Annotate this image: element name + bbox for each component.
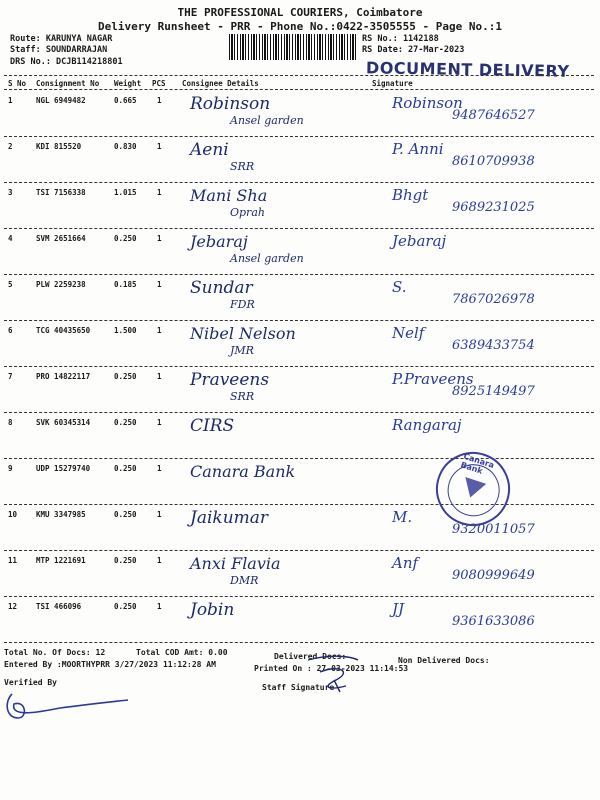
row-separator (4, 228, 594, 229)
row-consignee-name: Jebaraj (190, 232, 248, 251)
row-consignee-name: CIRS (190, 416, 235, 436)
total-cod: Total COD Amt: 0.00 (136, 648, 228, 657)
non-delivered-docs: Non Delivered Docs: (398, 656, 490, 665)
seal-text: Canara Bank (459, 451, 496, 476)
row-separator (4, 412, 594, 413)
col-signature: Signature (372, 79, 413, 88)
row-consignment-no: SVK 60345314 (36, 418, 91, 427)
row-pcs: 1 (157, 142, 162, 151)
row-pcs: 1 (157, 556, 162, 565)
row-signature: Anf (392, 554, 419, 572)
row-separator (4, 642, 594, 643)
row-consignee-area: DMR (230, 574, 259, 587)
row-signature: Jebaraj (392, 232, 447, 250)
row-sno: 8 (8, 418, 13, 427)
route-label: Route: KARUNYA NAGAR (10, 34, 113, 44)
printed-on-scribble (300, 650, 370, 694)
row-receiver-phone: 9080999649 (452, 568, 535, 583)
row-pcs: 1 (157, 96, 162, 105)
row-consignment-no: PRO 14822117 (36, 372, 91, 381)
row-weight: 0.830 (114, 142, 137, 151)
verified-by-label: Verified By (4, 678, 57, 687)
row-signature: Rangaraj (392, 416, 462, 434)
row-pcs: 1 (157, 372, 162, 381)
row-sno: 4 (8, 234, 13, 243)
row-consignee-name: Aeni (190, 140, 229, 160)
document-delivery-stamp: DOCUMENT DELIVERY (365, 58, 570, 81)
row-consignee-name: Robinson (190, 94, 271, 114)
printed-on: Printed On : 27-03-2023 11:14:53 (254, 664, 409, 673)
row-pcs: 1 (157, 602, 162, 611)
row-receiver-phone: 8610709938 (452, 154, 535, 169)
row-weight: 0.250 (114, 464, 137, 473)
row-weight: 0.250 (114, 372, 137, 381)
row-sno: 5 (8, 280, 13, 289)
row-pcs: 1 (157, 234, 162, 243)
delivered-docs: Delivered Docs: (274, 652, 347, 661)
row-consignee-area: SRR (230, 390, 255, 403)
row-signature: Bhgt (392, 186, 429, 204)
row-consignee-name: Anxi Flavia (190, 554, 281, 573)
row-consignment-no: NGL 6949482 (36, 96, 86, 105)
row-receiver-phone: 9689231025 (452, 200, 535, 215)
row-signature: JJ (392, 600, 405, 618)
row-weight: 1.015 (114, 188, 137, 197)
header-top-rule (4, 75, 594, 76)
row-pcs: 1 (157, 418, 162, 427)
row-consignee-area: Oprah (230, 206, 265, 219)
staff-label: Staff: SOUNDARRAJAN (10, 45, 108, 55)
row-consignee-name: Canara Bank (190, 462, 296, 481)
row-consignee-name: Sundar (190, 278, 253, 298)
row-consignment-no: SVM 2651664 (36, 234, 86, 243)
row-sno: 2 (8, 142, 13, 151)
row-consignee-name: Praveens (190, 370, 270, 390)
row-consignment-no: TSI 7156338 (36, 188, 86, 197)
row-sno: 6 (8, 326, 13, 335)
staff-signature-label: Staff Signature (262, 683, 335, 692)
row-consignment-no: KMU 3347985 (36, 510, 86, 519)
row-consignment-no: TSI 466096 (36, 602, 82, 611)
row-consignee-name: Mani Sha (190, 186, 268, 205)
row-sno: 9 (8, 464, 13, 473)
rs-date: RS Date: 27-Mar-2023 (362, 45, 465, 55)
row-sno: 7 (8, 372, 13, 381)
row-weight: 0.250 (114, 234, 137, 243)
row-receiver-phone: 6389433754 (452, 338, 535, 353)
col-consignee: Consignee Details (182, 79, 259, 88)
row-weight: 0.250 (114, 510, 137, 519)
document-subtitle: Delivery Runsheet - PRR - Phone No.:0422-3505555 - Page No.:1 (98, 20, 502, 33)
row-consignee-area: Ansel garden (230, 114, 304, 127)
row-separator (4, 458, 594, 459)
row-separator (4, 366, 594, 367)
row-weight: 0.665 (114, 96, 137, 105)
row-receiver-phone: 9487646527 (452, 108, 535, 123)
row-sno: 10 (8, 510, 18, 519)
row-consignment-no: MTP 1221691 (36, 556, 86, 565)
barcode (229, 34, 357, 60)
row-sno: 12 (8, 602, 18, 611)
row-separator (4, 550, 594, 551)
col-sno: S No (8, 79, 27, 88)
row-consignee-area: JMR (230, 344, 254, 357)
row-separator (4, 136, 594, 137)
row-separator (4, 596, 594, 597)
row-consignee-area: Ansel garden (230, 252, 304, 265)
row-consignment-no: PLW 2259238 (36, 280, 86, 289)
row-weight: 0.250 (114, 556, 137, 565)
row-sno: 11 (8, 556, 18, 565)
row-pcs: 1 (157, 464, 162, 473)
row-signature: P.Praveens (392, 370, 474, 388)
row-signature: M. (392, 508, 413, 526)
row-pcs: 1 (157, 510, 162, 519)
row-consignment-no: KDI 815520 (36, 142, 82, 151)
row-separator (4, 182, 594, 183)
row-separator (4, 320, 594, 321)
row-receiver-phone: 8925149497 (452, 384, 535, 399)
verified-signature-scribble (0, 688, 140, 728)
row-consignee-name: Jobin (190, 600, 235, 620)
col-weight: Weight (114, 79, 142, 88)
row-consignment-no: TCG 40435650 (36, 326, 91, 335)
total-docs: Total No. Of Docs: 12 (4, 648, 106, 657)
drs-label: DRS No.: DCJB114218801 (10, 57, 123, 67)
row-weight: 1.500 (114, 326, 137, 335)
row-signature: Robinson (392, 94, 463, 112)
row-consignee-area: FDR (230, 298, 255, 311)
row-consignment-no: UDP 15279740 (36, 464, 91, 473)
row-signature: P. Anni (392, 140, 444, 158)
row-receiver-phone: 9320011057 (452, 522, 535, 537)
row-weight: 0.250 (114, 602, 137, 611)
row-signature: Nelf (392, 324, 425, 342)
header-bottom-rule (4, 89, 594, 90)
row-consignee-name: Jaikumar (190, 508, 269, 528)
row-pcs: 1 (157, 280, 162, 289)
row-pcs: 1 (157, 188, 162, 197)
row-weight: 0.250 (114, 418, 137, 427)
document-title: THE PROFESSIONAL COURIERS, Coimbatore (177, 6, 423, 19)
col-pcs: PCS (152, 79, 166, 88)
col-consignment: Consignment No (36, 79, 100, 88)
row-receiver-phone: 7867026978 (452, 292, 535, 307)
row-pcs: 1 (157, 326, 162, 335)
row-signature: S. (392, 278, 407, 296)
rs-number: RS No.: 1142188 (362, 34, 439, 44)
row-consignee-name: Nibel Nelson (190, 324, 296, 343)
row-consignee-area: SRR (230, 160, 255, 173)
row-receiver-phone: 9361633086 (452, 614, 535, 629)
row-weight: 0.185 (114, 280, 137, 289)
row-sno: 1 (8, 96, 13, 105)
row-sno: 3 (8, 188, 13, 197)
entered-by: Entered By :MOORTHYPRR 3/27/2023 11:12:28 AM (4, 660, 216, 669)
row-separator (4, 274, 594, 275)
